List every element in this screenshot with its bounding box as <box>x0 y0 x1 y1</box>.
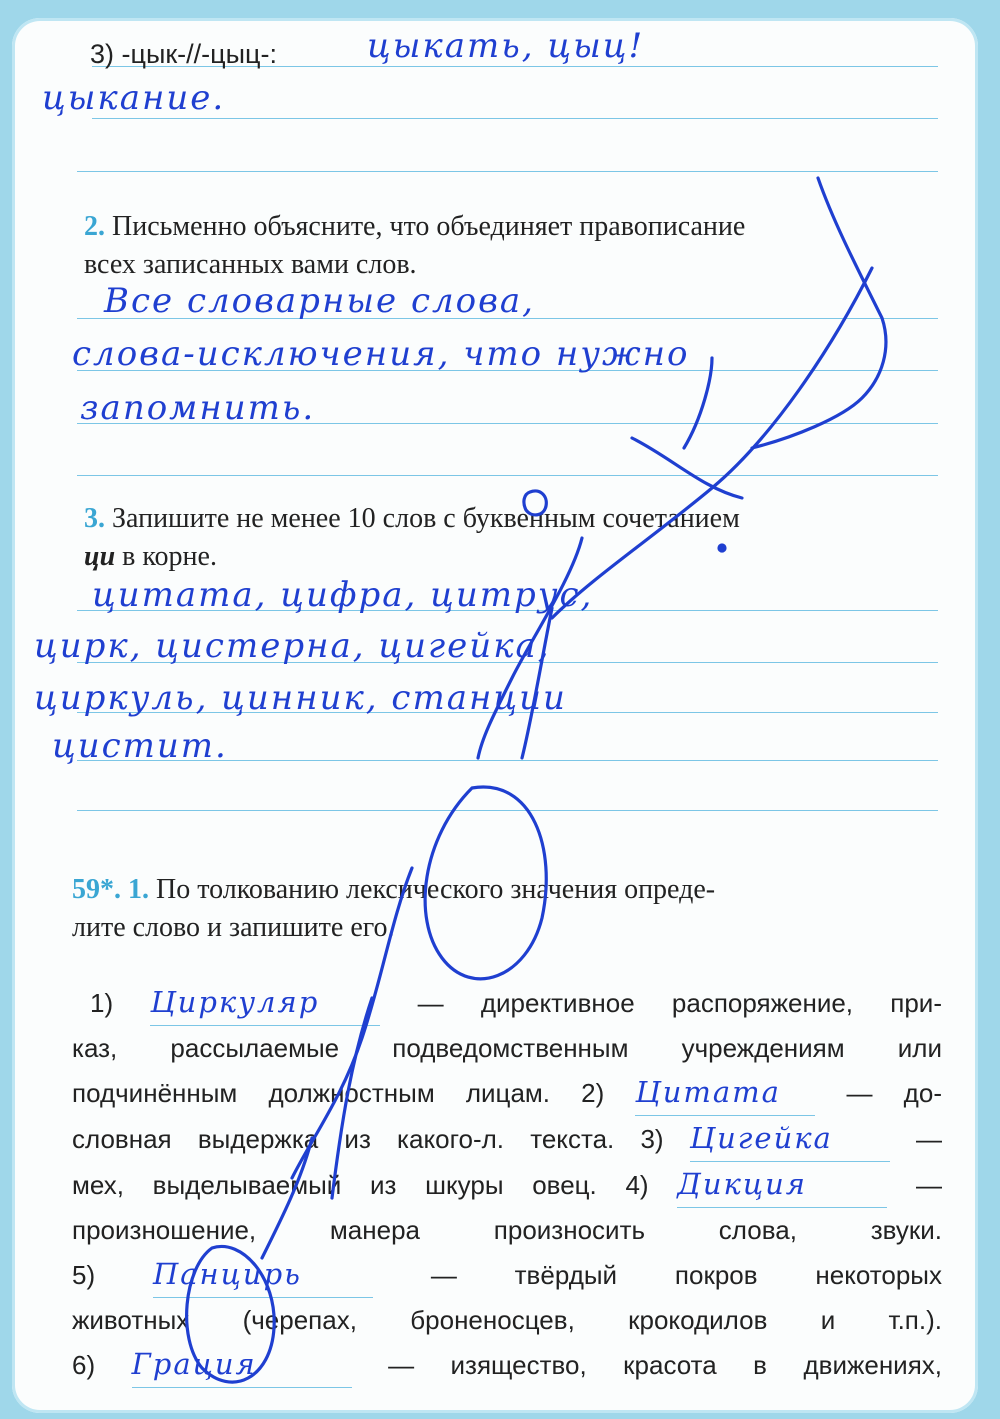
task3-instruction-line1: Запишите не менее 10 слов с буквенным сочетанием <box>112 503 740 534</box>
definition-line <box>72 1162 942 1208</box>
definition-line: произношение, манера произносить слова, звуки. <box>72 1215 942 1245</box>
task2-instruction-line2: всех записанных вами слов. <box>84 249 417 280</box>
definition-text: подчинённым должностным лицам. 2) <box>72 1078 605 1108</box>
task2-instruction <box>84 208 944 284</box>
answer-sheepskin: Цигейка <box>689 1121 833 1155</box>
item-number: 1) <box>90 988 114 1018</box>
task3-answer-line4: цистит. <box>52 726 228 766</box>
ruled-line <box>77 171 938 172</box>
answer-blank <box>690 1116 890 1162</box>
answer-blank <box>150 980 380 1026</box>
answer-shell: Панцирь <box>152 1257 302 1291</box>
task2-answer-line3: запомнить. <box>80 388 316 428</box>
task2-number: 2. <box>84 211 105 242</box>
task3-number: 3. <box>84 503 105 534</box>
exercise59-number: 59*. 1. <box>72 874 149 905</box>
answer-blank <box>153 1252 373 1298</box>
item-number: 5) <box>72 1260 96 1290</box>
ruled-line <box>77 475 938 476</box>
task3-instruction <box>84 500 964 576</box>
exercise59-items <box>72 980 942 1388</box>
definition-line <box>72 1252 942 1298</box>
answer-quote: Цитата <box>635 1075 781 1109</box>
definition-line <box>72 1116 942 1162</box>
definition-line <box>72 1070 942 1116</box>
exercise59-instruction <box>72 871 952 947</box>
definition-text: словная выдержка из какого-л. текста. 3) <box>72 1124 664 1154</box>
ruled-line <box>77 810 938 811</box>
item-number: 6) <box>72 1350 96 1380</box>
exercise59-instruction-line2: лите слово и запишите его. <box>72 912 395 943</box>
item3-answer-line1: цыкать, цыц! <box>367 26 645 66</box>
task3-answer-line2: цирк, цистерна, цигейка, <box>34 626 551 666</box>
task3-instruction-line2: в корне. <box>115 541 217 572</box>
task2-answer-line2: слова-исключения, что нужно <box>72 334 690 374</box>
definition-text: — директивное распоряжение, при- <box>417 988 942 1018</box>
task2-answer-line1: Все словарные слова, <box>104 281 535 321</box>
definition-text: — изящество, красота в движениях, <box>388 1350 942 1380</box>
ruled-line <box>92 118 938 119</box>
task3-answer-line1: цитата, цифра, цитрус, <box>92 575 594 615</box>
definition-text: — <box>916 1170 942 1200</box>
answer-blank <box>677 1162 887 1208</box>
definition-text: — до- <box>846 1078 942 1108</box>
definition-text: — твёрдый покров некоторых <box>430 1260 942 1290</box>
task3-answer-line3: циркуль, цинник, станции <box>34 678 567 718</box>
item3-label: 3) -цык-//-цыц-: <box>90 39 277 69</box>
answer-circular: Циркуляр <box>150 985 320 1019</box>
workbook-page <box>12 18 978 1413</box>
exercise59-instruction-line1: По толкованию лексического значения опреде- <box>156 874 716 905</box>
definition-text: — <box>915 1124 942 1154</box>
answer-blank <box>635 1070 815 1116</box>
definition-line <box>72 1342 942 1388</box>
definition-text: мех, выделываемый из шкуры овец. 4) <box>72 1170 649 1200</box>
answer-blank <box>132 1342 352 1388</box>
definition-line: животных (черепах, броненосцев, крокодилов и т.п.). <box>72 1305 942 1335</box>
answer-grace: Грация <box>131 1347 257 1381</box>
task2-instruction-line1: Письменно объясните, что объединяет правописание <box>112 211 746 242</box>
definition-line: каз, рассылаемые подведомственным учреждениям или <box>72 1033 942 1063</box>
check-stroke <box>632 438 742 498</box>
task3-emphasis: ци <box>84 541 116 572</box>
definition-line <box>72 980 942 1026</box>
answer-diction: Дикция <box>677 1167 807 1201</box>
item3-answer-line2: цыкание. <box>42 78 226 118</box>
